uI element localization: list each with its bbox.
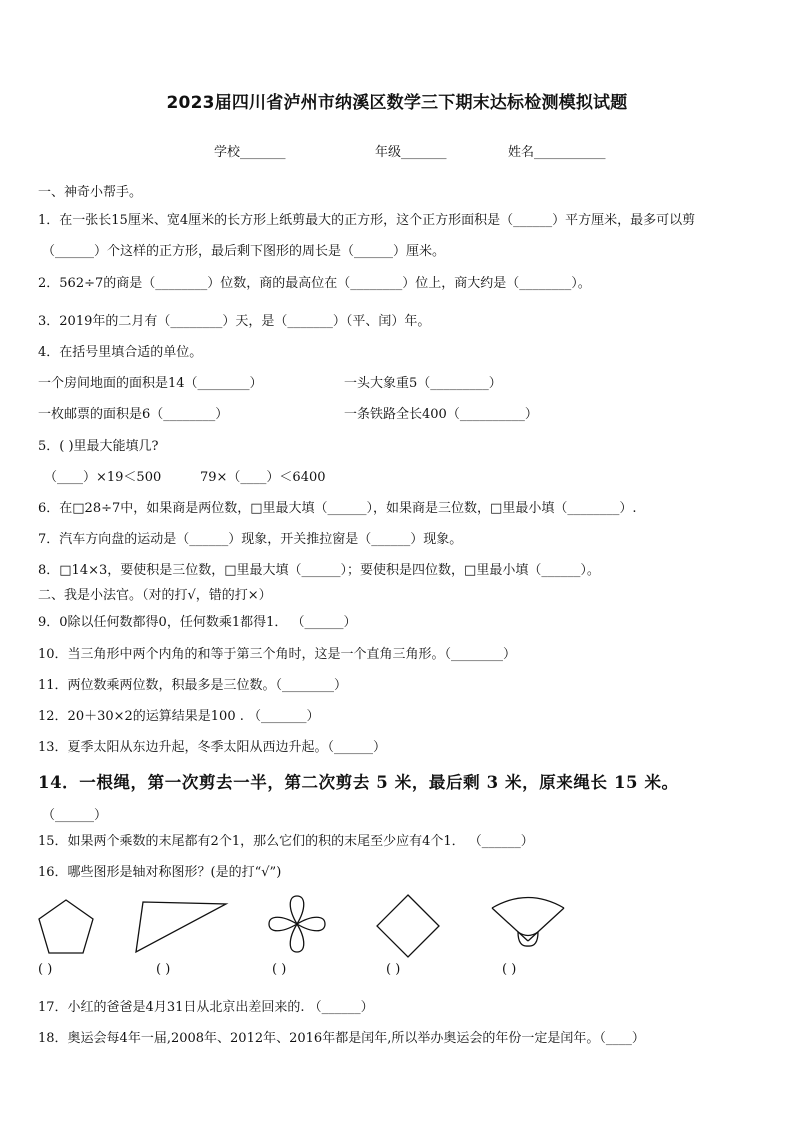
question-15: 15．如果两个乘数的末尾都有2个1，那么它们的积的末尾至少应有4个1． （______）	[38, 834, 534, 849]
name-field[interactable]: 姓名___________	[508, 145, 606, 160]
question-3: 3．2019年的二月有（________）天，是（_______）（平、闰）年。	[38, 314, 431, 329]
answer-paren[interactable]: ( )	[156, 962, 171, 977]
question-4-item: 一条铁路全长400（__________）	[344, 407, 538, 422]
question-9: 9．0除以任何数都得0，任何数乘1都得1． （______）	[38, 615, 357, 630]
question-16: 16．哪些图形是轴对称图形？(是的打“√”)	[38, 865, 282, 880]
question-10: 10．当三角形中两个内角的和等于第三个角时，这是一个直角三角形。（________）	[38, 647, 517, 662]
question-4-item: 一枚邮票的面积是6（________）	[38, 407, 229, 422]
question-4: 4．在括号里填合适的单位。	[38, 345, 203, 360]
question-1-line-2: （______）个这样的正方形，最后剩下图形的周长是（______）厘米。	[42, 244, 446, 259]
question-5: 5．( )里最大能填几?	[38, 439, 159, 454]
answer-paren[interactable]: ( )	[502, 962, 517, 977]
answer-paren[interactable]: ( )	[272, 962, 287, 977]
section-heading-2: 二、我是小法官。（对的打√，错的打×）	[38, 588, 272, 603]
question-6: 6．在□28÷7中，如果商是两位数，□里最大填（______），如果商是三位数，□里最小填（________）.	[38, 501, 637, 516]
folding-fan-icon	[488, 893, 568, 953]
question-14-line-1: 14．一根绳，第一次剪去一半，第二次剪去 5 米，最后剩 3 米，原来绳长 15 米。	[38, 773, 679, 792]
school-field[interactable]: 学校_______	[214, 145, 286, 160]
question-4-item: 一头大象重5（_________）	[344, 376, 502, 391]
question-13: 13．夏季太阳从东边升起，冬季太阳从西边升起。（______）	[38, 740, 387, 755]
question-5-item: 79×（____）＜6400	[200, 470, 326, 485]
question-4-item: 一个房间地面的面积是14（________）	[38, 376, 263, 391]
question-18: 18．奥运会每4年一届,2008年、2012年、2016年都是闰年,所以举办奥运会的年份一定是闰年。（____）	[38, 1031, 645, 1046]
answer-paren[interactable]: ( )	[38, 962, 53, 977]
question-2: 2．562÷7的商是（________）位数，商的最高位在（________）位上，商大约是（________）。	[38, 276, 591, 291]
grade-field[interactable]: 年级_______	[375, 145, 447, 160]
question-12: 12．20＋30×2的运算结果是100 . （_______）	[38, 709, 320, 724]
question-1-line-1: 1．在一张长15厘米、宽4厘米的长方形上纸剪最大的正方形，这个正方形面积是（______）平方厘米，最多可以剪	[38, 213, 696, 228]
pentagon-icon	[36, 898, 96, 956]
answer-paren[interactable]: ( )	[386, 962, 401, 977]
question-11: 11．两位数乘两位数，积最多是三位数。（________）	[38, 678, 348, 693]
question-17: 17．小红的爸爸是4月31日从北京出差回来的. （______）	[38, 1000, 374, 1015]
question-14-answer: （______）	[42, 808, 108, 823]
page-title: 2023届四川省泸州市纳溪区数学三下期末达标检测模拟试题	[166, 93, 628, 113]
question-5-item: （____）×19＜500	[44, 470, 162, 485]
question-7: 7．汽车方向盘的运动是（______）现象，开关推拉窗是（______）现象。	[38, 532, 463, 547]
section-heading-1: 一、神奇小帮手。	[38, 185, 143, 200]
four-leaf-flower-icon	[266, 893, 328, 955]
diamond-icon	[375, 893, 441, 959]
triangle-icon	[134, 900, 229, 954]
question-8: 8．□14×3，要使积是三位数，□里最大填（______）；要使积是四位数，□里最小填（______）。	[38, 563, 600, 578]
